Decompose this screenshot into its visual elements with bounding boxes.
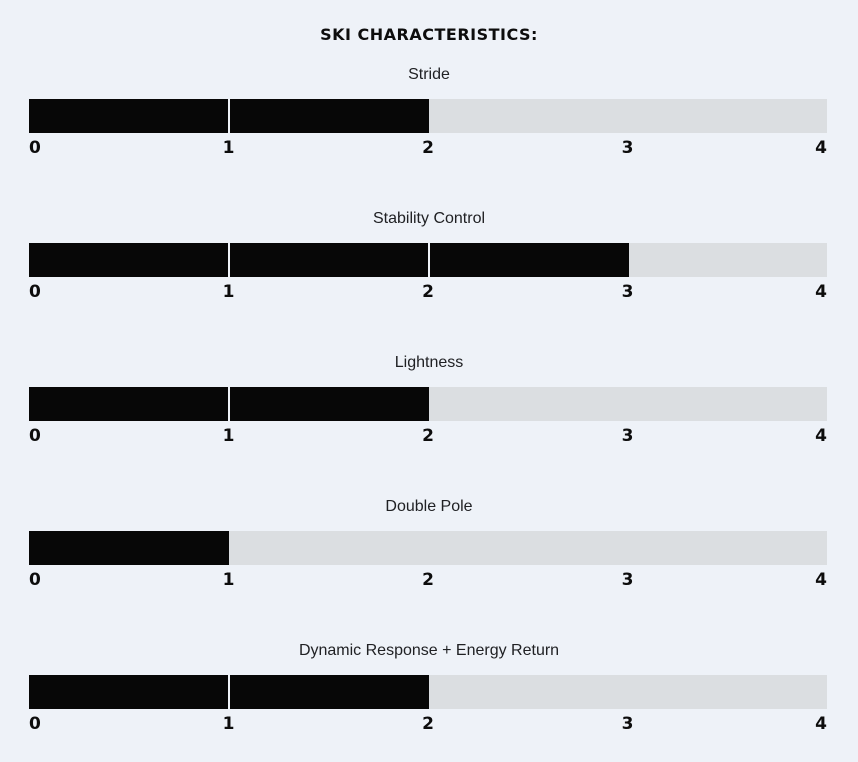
axis-tick-row [29, 426, 827, 446]
axis-tick-row [29, 282, 827, 302]
axis-tick-label: 2 [422, 426, 434, 446]
axis-tick-label: 0 [29, 714, 41, 734]
axis-tick-row [29, 138, 827, 158]
characteristic-chart [0, 497, 858, 590]
bar-segment-filled [29, 243, 228, 277]
bar-segment-empty [628, 675, 827, 709]
axis-tick-label: 4 [815, 426, 827, 446]
rating-bar [29, 675, 827, 709]
axis-tick-label: 1 [222, 426, 235, 446]
bar-segment-filled [428, 243, 629, 277]
axis-tick-label: 4 [815, 282, 827, 302]
rating-bar [29, 531, 827, 565]
axis-tick-label: 4 [815, 138, 827, 158]
bar-segment-empty [628, 387, 827, 421]
axis-tick-row [29, 570, 827, 590]
axis-tick-row [29, 714, 827, 734]
bar-segment-filled [228, 675, 429, 709]
bar-segment-filled [29, 99, 228, 133]
chart-title: Lightness [394, 354, 464, 371]
characteristic-chart [0, 65, 858, 158]
axis-tick-label: 0 [29, 138, 41, 158]
axis-tick-label: 4 [815, 714, 827, 734]
bar-segment-empty [628, 99, 827, 133]
axis-tick-label: 0 [29, 282, 41, 302]
chart-title: Stride [408, 66, 450, 83]
bar-segment-filled [228, 243, 429, 277]
rating-bar [29, 243, 827, 277]
bar-segment-empty [428, 531, 628, 565]
bar-segment-empty [429, 387, 628, 421]
chart-title: Dynamic Response + Energy Return [298, 642, 560, 659]
axis-tick-label: 2 [422, 570, 434, 590]
bar-segment-filled [29, 675, 228, 709]
axis-tick-label: 2 [422, 282, 434, 302]
axis-tick-label: 3 [621, 282, 634, 302]
axis-tick-label: 4 [815, 570, 827, 590]
charts-list [0, 65, 858, 734]
rating-bar [29, 99, 827, 133]
bar-segment-empty [628, 531, 828, 565]
rating-bar [29, 387, 827, 421]
bar-segment-empty [429, 675, 628, 709]
bar-segment-filled [228, 387, 429, 421]
axis-tick-label: 1 [222, 282, 235, 302]
characteristic-chart [0, 209, 858, 302]
axis-tick-label: 3 [621, 138, 634, 158]
axis-tick-label: 1 [222, 570, 235, 590]
bar-segment-empty [229, 531, 429, 565]
bar-segment-filled [228, 99, 429, 133]
page-title: SKI CHARACTERISTICS: [320, 25, 538, 44]
chart-title: Stability Control [372, 210, 486, 227]
axis-tick-label: 2 [422, 714, 434, 734]
axis-tick-label: 3 [621, 570, 634, 590]
axis-tick-label: 3 [621, 714, 634, 734]
axis-tick-label: 1 [222, 138, 235, 158]
axis-tick-label: 2 [422, 138, 434, 158]
bar-segment-empty [629, 243, 828, 277]
chart-title: Double Pole [385, 498, 473, 515]
characteristic-chart [0, 353, 858, 446]
bar-segment-filled [29, 531, 229, 565]
bar-segment-empty [429, 99, 628, 133]
axis-tick-label: 0 [29, 426, 41, 446]
characteristic-chart [0, 641, 858, 734]
axis-tick-label: 3 [621, 426, 634, 446]
axis-tick-label: 0 [29, 570, 41, 590]
axis-tick-label: 1 [222, 714, 235, 734]
bar-segment-filled [29, 387, 228, 421]
